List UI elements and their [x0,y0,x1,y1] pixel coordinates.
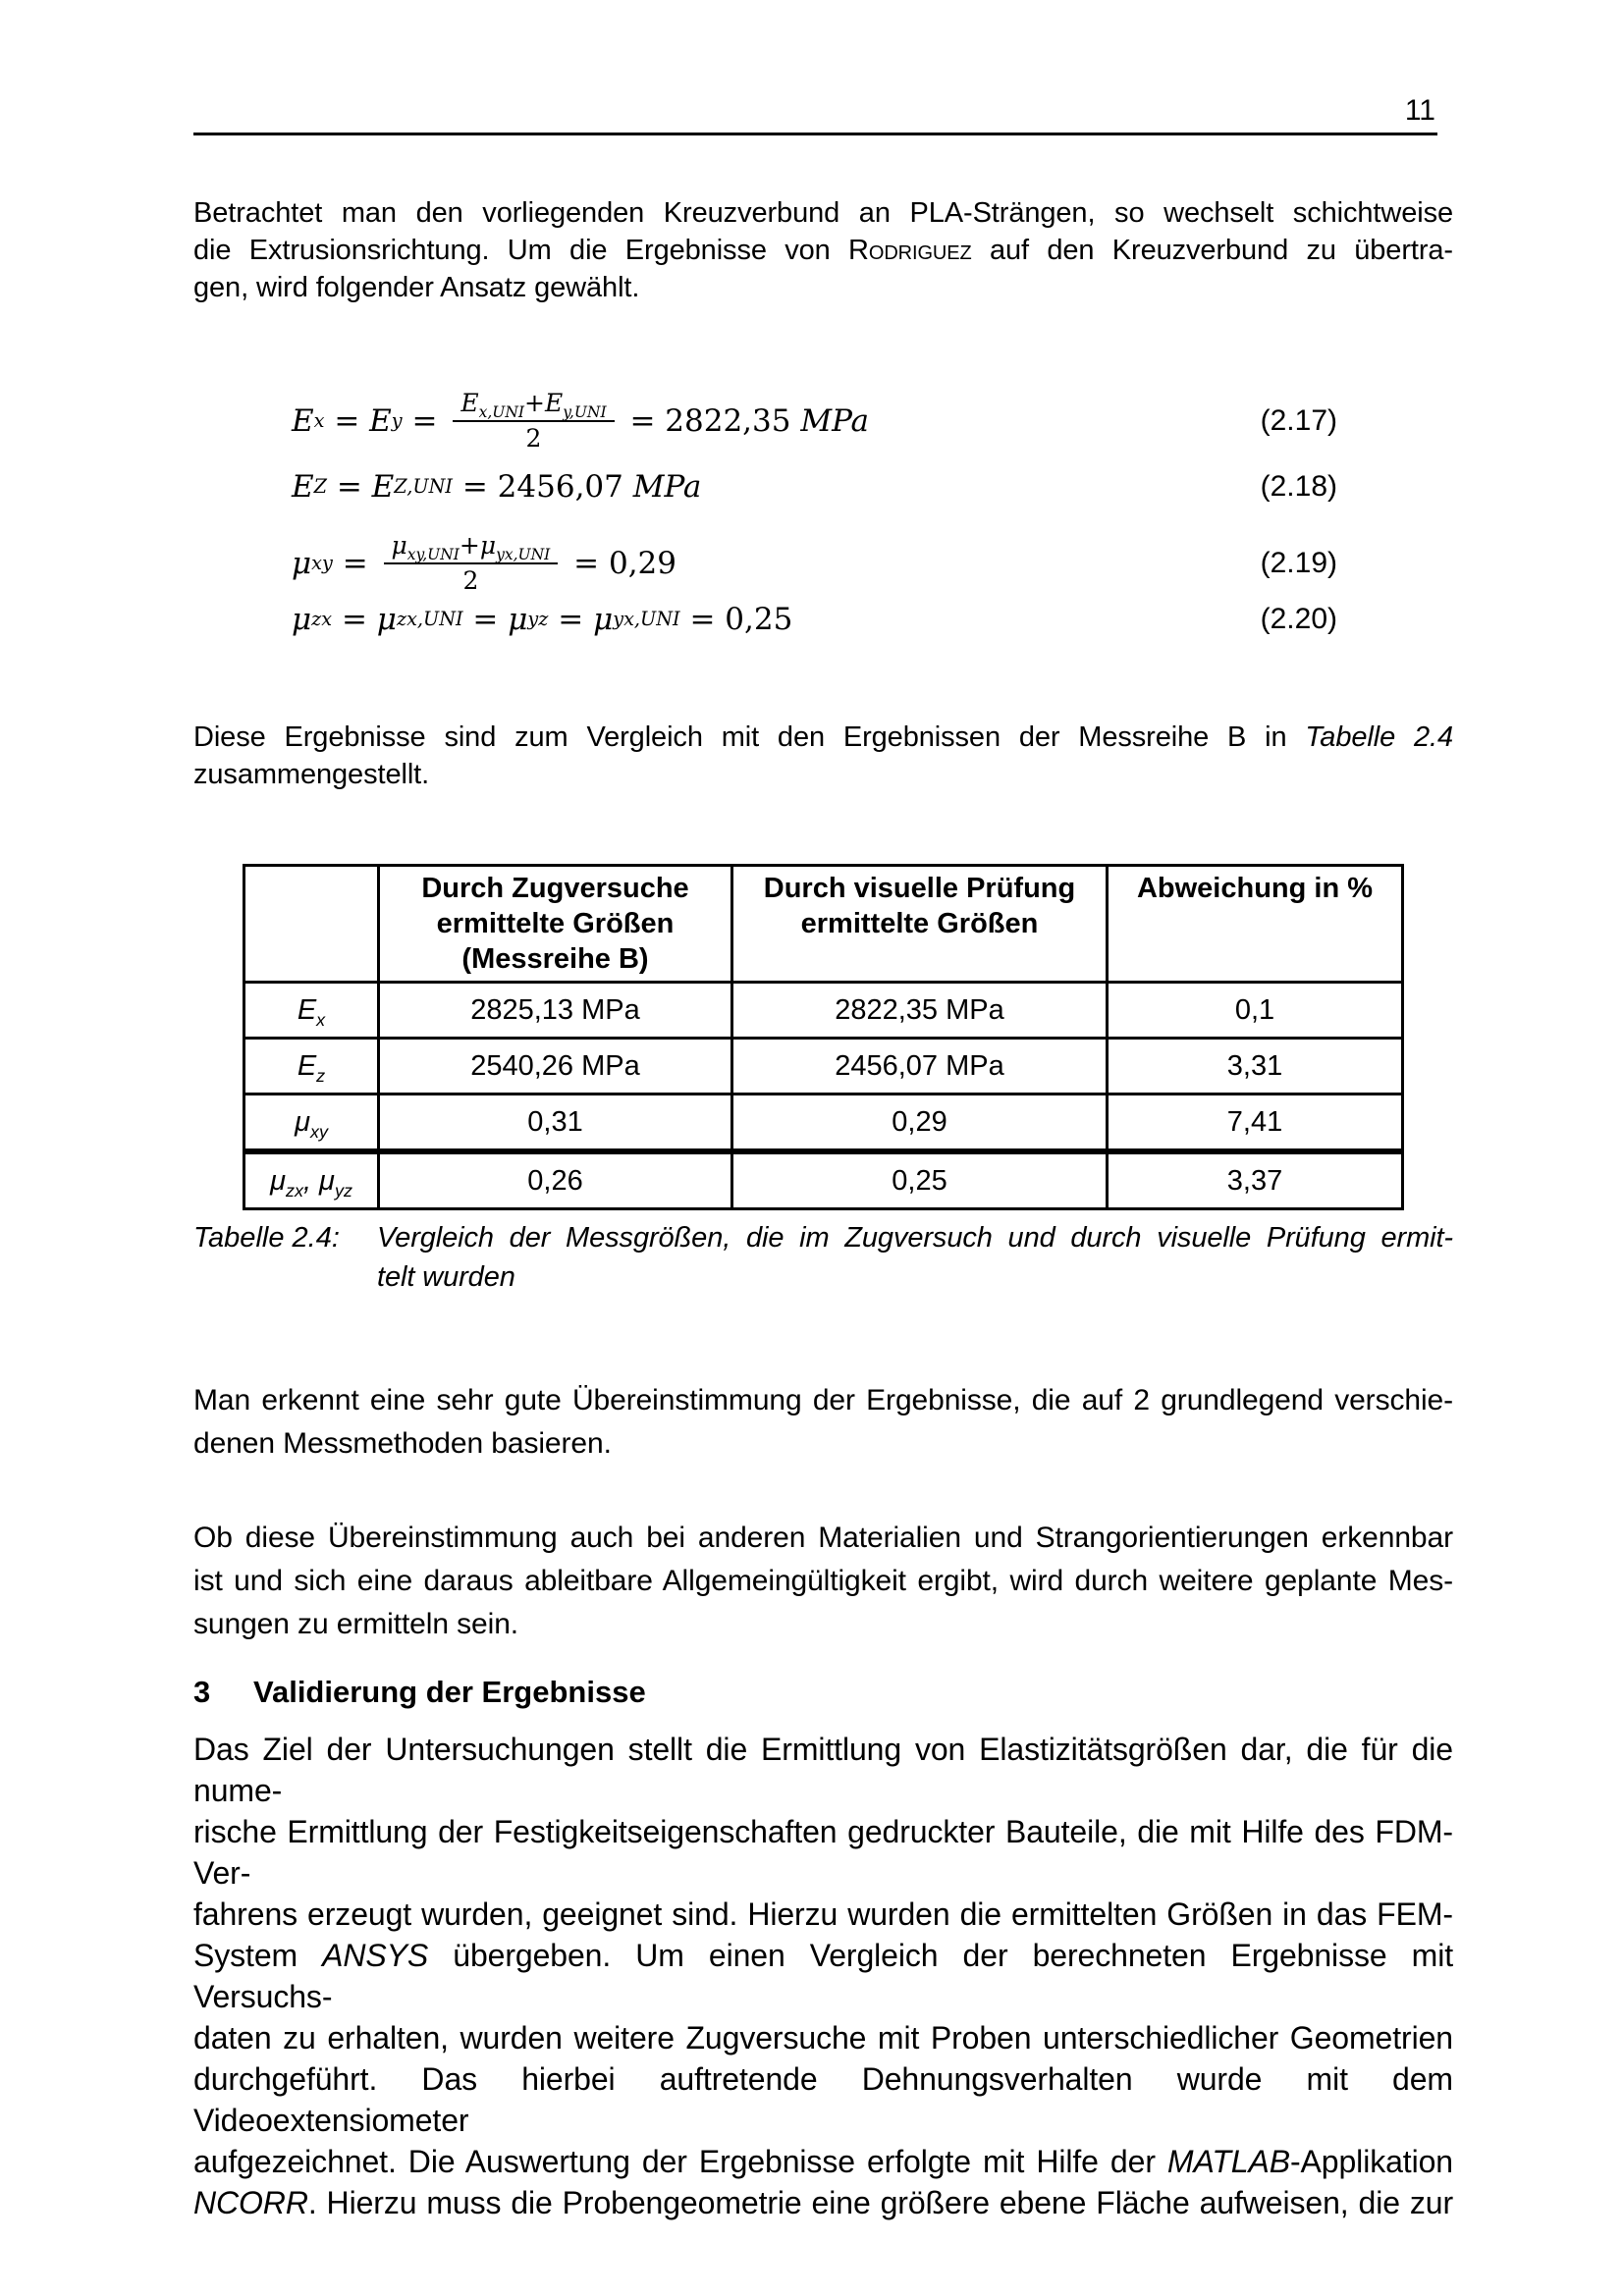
table-header-cell [244,866,379,983]
text-line: Diese Ergebnisse sind zum Vergleich mit den Ergebnissen der Messreihe B in Tabelle 2.4 [193,721,1453,753]
intro-paragraph [193,194,1453,306]
comparison-table [243,864,1404,1210]
table-cell: 3,37 [1108,1151,1403,1209]
equation-row [193,531,1453,595]
text-line: Betrachtet man den vorliegenden Kreuzverbund an PLA-Strängen, so wechselt schichtweise [193,197,1453,229]
text-line: rische Ermittlung der Festigkeitseigenschaften gedruckter Bauteile, die mit Hilfe des FDM-Ver- [193,1814,1453,1891]
table-caption-text [377,1218,1453,1297]
text-line: aufgezeichnet. Die Auswertung der Ergebnisse erfolgte mit Hilfe der MATLAB-Applikation [193,2144,1453,2179]
table-cell: 3,31 [1108,1039,1403,1095]
text-line: denen Messmethoden basieren. [193,1427,612,1460]
text-line: sungen zu ermitteln sein. [193,1608,519,1640]
equation-expression: E x = E y = $\frac{E_{x,UNI}+E_{y,UNI}}{2}$ = 2822,35 MPa [292,389,870,453]
section-title: Validierung der Ergebnisse [253,1675,646,1709]
equation-expression: μ zx = μ zx,UNI = μ yz = μ yx,UNI = 0,25 [292,602,793,637]
table-row [244,1039,1403,1095]
text-line: zusammengestellt. [193,759,430,790]
fraction: $\frac{E_{x,UNI}+E_{y,UNI}}{2}$ [453,389,614,453]
table-header-cell: Durch Zugversuche ermittelte Größen (Messreihe B) [379,866,732,983]
table-row-label: $\mu_{xy}$ [244,1095,379,1152]
table-cell: 2822,35 MPa [732,983,1108,1039]
table-cell: 0,26 [379,1151,732,1209]
text-line: ist und sich eine daraus ableitbare Allgemeingültigkeit ergibt, wird durch weitere geplante Mes- [193,1565,1453,1597]
equation-number: (2.17) [1260,403,1337,437]
section-heading [193,1672,1453,1713]
equation-number: (2.19) [1260,546,1337,579]
text-line: die Extrusionsrichtung. Um die Ergebnisse von Rodriguez auf den Kreuzverbund zu übertra- [193,235,1453,266]
equation-row [193,466,1453,507]
equation-row [193,599,1453,640]
agreement-paragraph [193,1379,1453,1466]
table-row-label: $E_x$ [244,983,379,1039]
table-row-label: $E_z$ [244,1039,379,1095]
text-line: telt wurden [377,1261,515,1293]
table-cell: 2456,07 MPa [732,1039,1108,1095]
page-number: 11 [1404,94,1435,127]
table-row [244,1095,1403,1152]
table-cell: 0,31 [379,1095,732,1152]
table-header-row [244,866,1403,983]
table-row [244,983,1403,1039]
fraction: $\frac{\mu_{xy,UNI}+\mu_{yx,UNI}}{2}$ [384,531,559,595]
text-line: daten zu erhalten, wurden weitere Zugversuche mit Proben unterschiedlicher Geometrien [193,2020,1453,2056]
equation-expression: E Z = E Z,UNI = 2456,07 MPa [292,469,702,505]
table-cell: 2540,26 MPa [379,1039,732,1095]
text-line: durchgeführt. Das hierbei auftretende Dehnungsverhalten wurde mit dem Videoextensiometer [193,2061,1453,2138]
equation-expression: μ xy = $\frac{\mu_{xy,UNI}+\mu_{yx,UNI}}{2}$ = 0,29 [292,531,677,595]
text-line: fahrens erzeugt wurden, geeignet sind. Hierzu wurden die ermittelten Größen in das FEM- [193,1896,1453,1932]
equation-number: (2.18) [1260,470,1337,503]
page-header [193,93,1437,135]
section-number: 3 [193,1675,211,1709]
text-line: Das Ziel der Untersuchungen stellt die Ermittlung von Elastizitätsgrößen dar, die für die nume- [193,1732,1453,1808]
table-header-cell: Abweichung in % [1108,866,1403,983]
table-cell: 0,1 [1108,983,1403,1039]
validation-paragraph [193,1729,1453,2223]
text-line: NCORR. Hierzu muss die Probengeometrie eine größere ebene Fläche aufweisen, die zur [193,2185,1453,2220]
table-cell: 0,25 [732,1151,1108,1209]
text-line: Ob diese Übereinstimmung auch bei anderen Materialien und Strangorientierungen erkennbar [193,1522,1453,1554]
equation-row [193,389,1453,453]
outlook-paragraph [193,1517,1453,1646]
equation-block [193,389,1453,640]
table-row [244,1151,1403,1209]
text-line: Man erkennt eine sehr gute Übereinstimmung der Ergebnisse, die auf 2 grundlegend verschie- [193,1384,1453,1416]
text-line: System ANSYS übergeben. Um einen Vergleich der berechneten Ergebnisse mit Versuchs- [193,1938,1453,2014]
table-header-cell: Durch visuelle Prüfung ermittelte Größen [732,866,1108,983]
table-cell: 2825,13 MPa [379,983,732,1039]
table-caption [193,1218,1453,1297]
text-line: gen, wird folgender Ansatz gewählt. [193,272,640,303]
text-line: Vergleich der Messgrößen, die im Zugversuch und durch visuelle Prüfung ermit- [377,1222,1453,1254]
table-row-label: $\mu_{zx}$, $\mu_{yz}$ [244,1151,379,1209]
table-cell: 7,41 [1108,1095,1403,1152]
table-caption-label: Tabelle 2.4: [193,1222,340,1254]
table-cell: 0,29 [732,1095,1108,1152]
comparison-paragraph [193,719,1453,793]
equation-number: (2.20) [1260,603,1337,635]
